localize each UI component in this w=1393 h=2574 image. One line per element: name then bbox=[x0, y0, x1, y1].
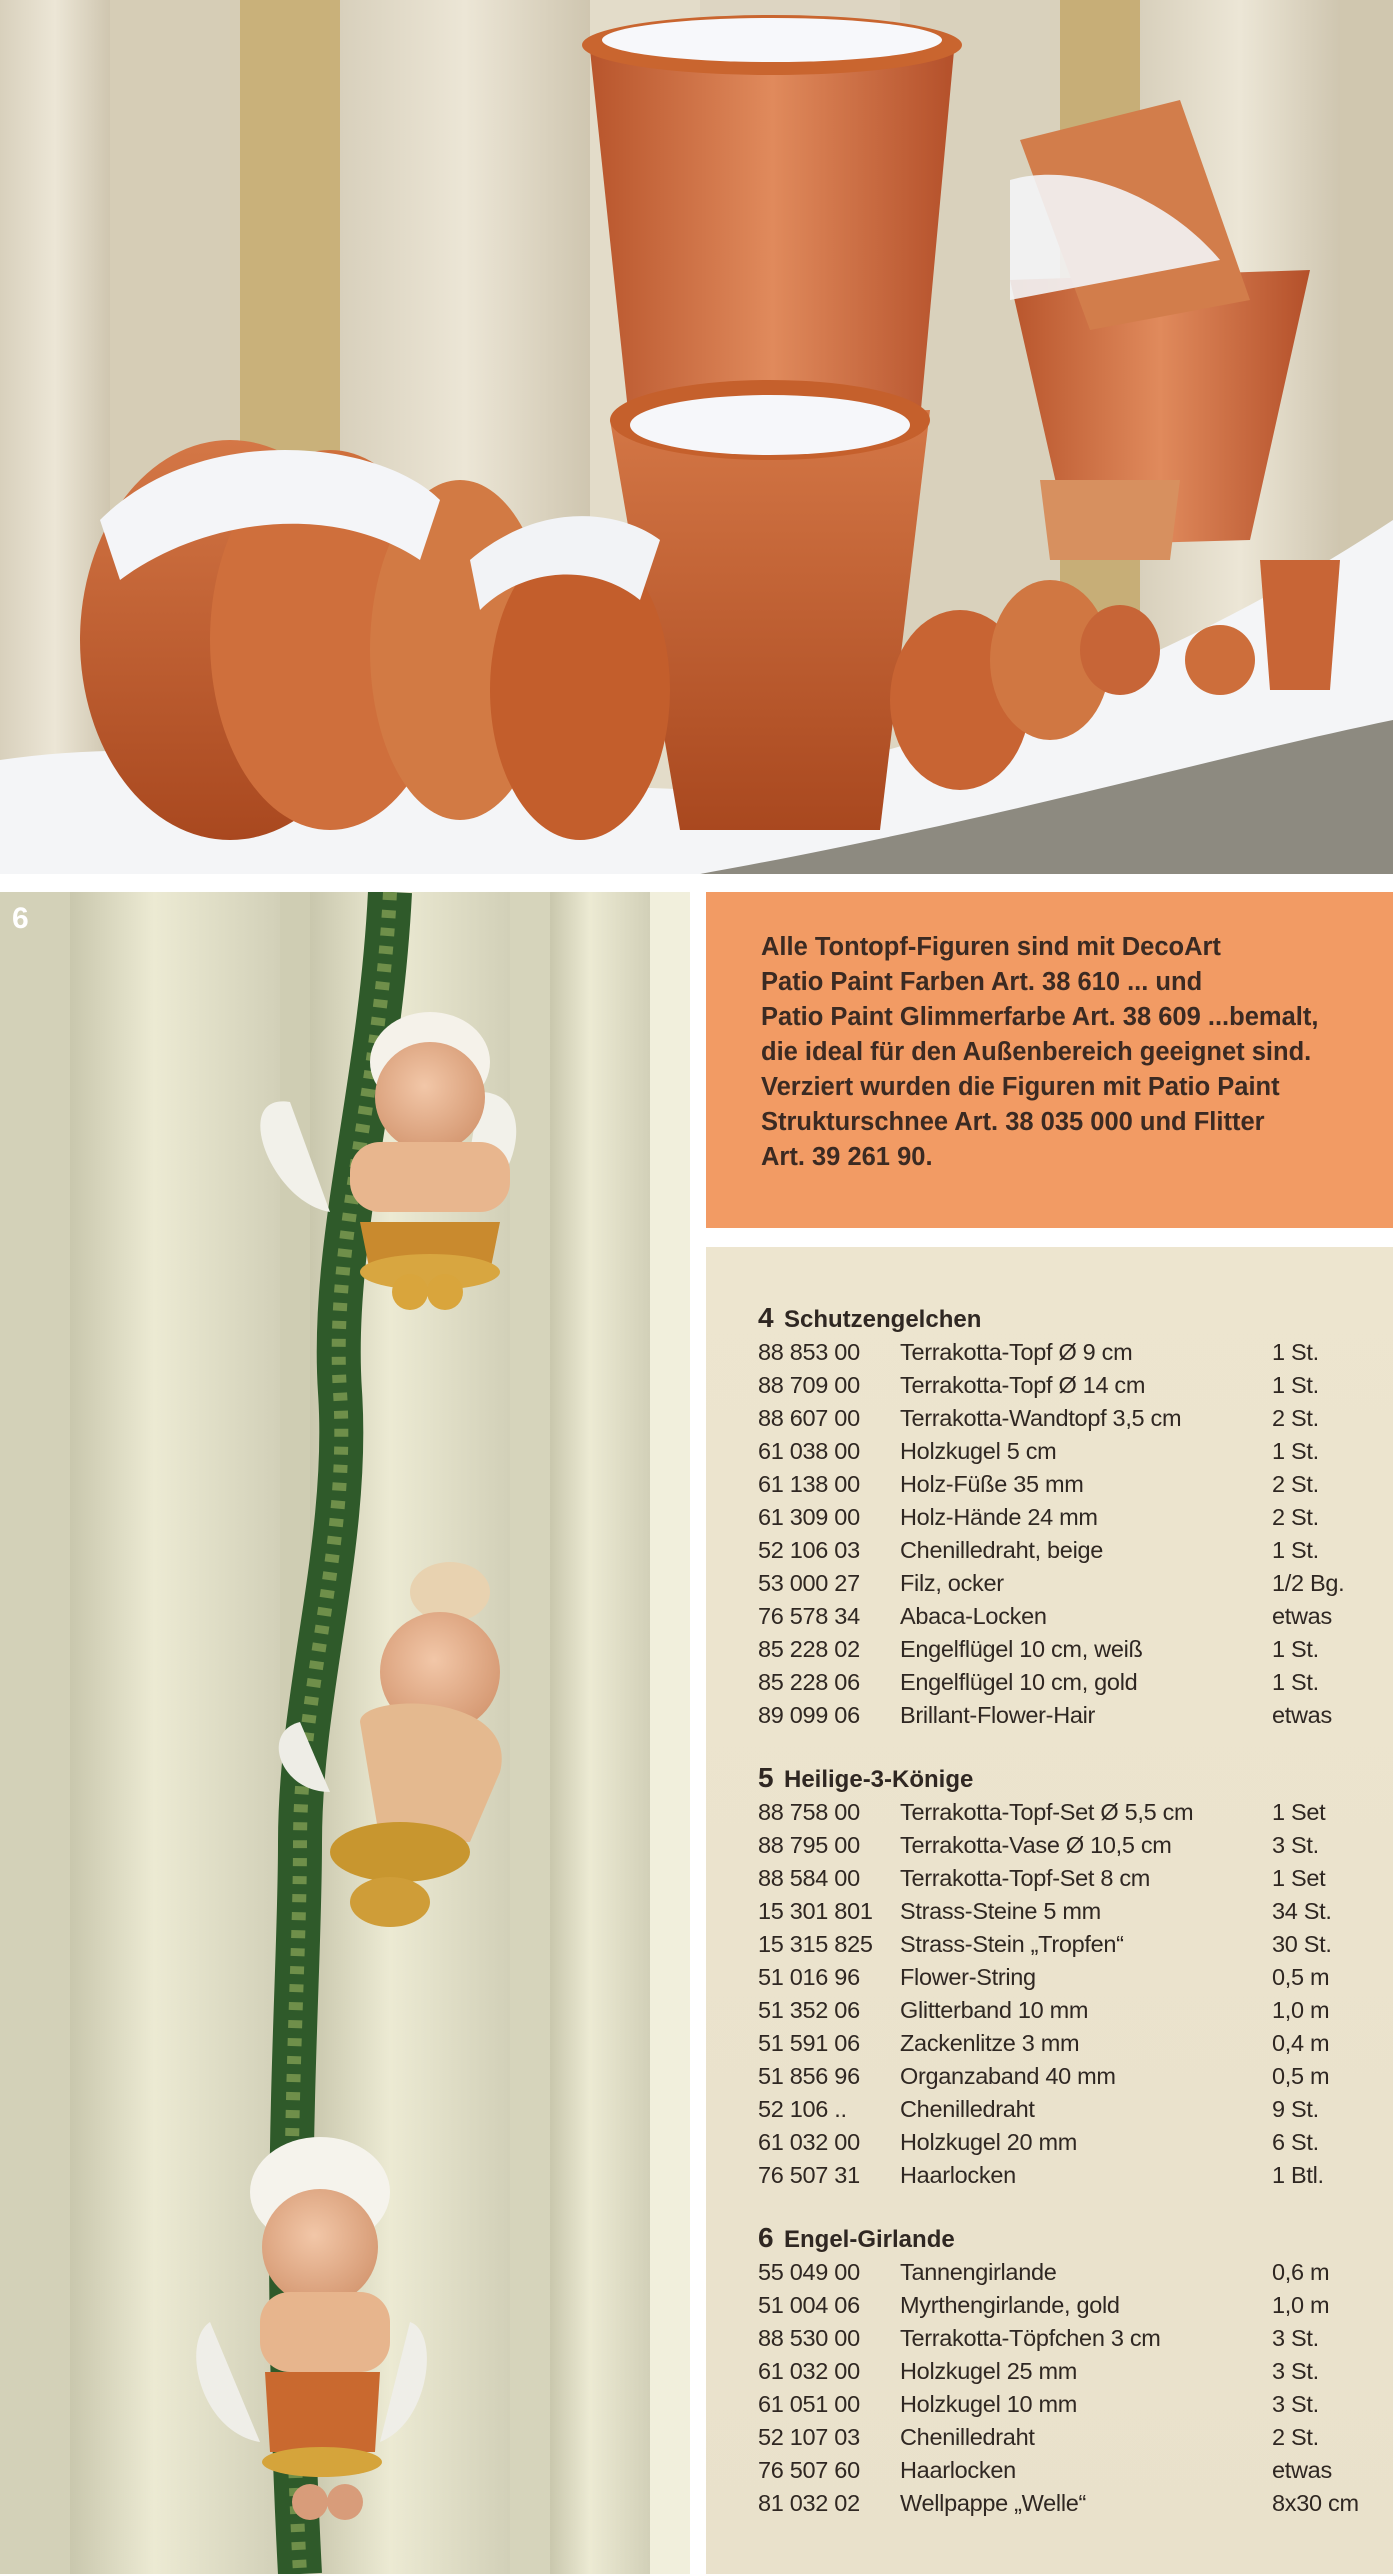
article-number: 52 107 03 bbox=[758, 2424, 860, 2450]
material-description: Terrakotta-Topf Ø 14 cm bbox=[900, 1372, 1146, 1398]
article-number: 15 315 825 bbox=[758, 1931, 873, 1957]
material-row bbox=[758, 2093, 1372, 2126]
material-description: Flower-String bbox=[900, 1964, 1036, 1990]
material-description: Chenilledraht bbox=[900, 2096, 1035, 2122]
info-line: Strukturschnee Art. 38 035 000 und Flitter bbox=[761, 1108, 1265, 1136]
section-number: 4 bbox=[758, 1302, 774, 1333]
material-row bbox=[758, 1796, 1372, 1829]
article-number: 76 507 31 bbox=[758, 2162, 860, 2188]
material-quantity: 3 St. bbox=[1272, 2325, 1319, 2351]
material-description: Haarlocken bbox=[900, 2457, 1016, 2483]
section-heading bbox=[758, 1762, 1372, 1796]
material-row bbox=[758, 1402, 1372, 1435]
material-quantity: 1/2 Bg. bbox=[1272, 1570, 1345, 1596]
material-description: Strass-Steine 5 mm bbox=[900, 1898, 1101, 1924]
material-row bbox=[758, 1600, 1372, 1633]
material-quantity: 2 St. bbox=[1272, 1405, 1319, 1431]
material-description: Wellpappe „Welle“ bbox=[900, 2490, 1087, 2516]
material-row bbox=[758, 1666, 1372, 1699]
material-row bbox=[758, 2322, 1372, 2355]
material-quantity: 0,4 m bbox=[1272, 2030, 1330, 2056]
material-description: Terrakotta-Töpfchen 3 cm bbox=[900, 2325, 1161, 2351]
material-quantity: 1 St. bbox=[1272, 1669, 1319, 1695]
material-row bbox=[758, 1895, 1372, 1928]
material-quantity: 1,0 m bbox=[1272, 1997, 1330, 2023]
material-quantity: 3 St. bbox=[1272, 2358, 1319, 2384]
article-number: 88 530 00 bbox=[758, 2325, 860, 2351]
material-quantity: 3 St. bbox=[1272, 2391, 1319, 2417]
section-title: Schutzengelchen bbox=[784, 1306, 982, 1333]
material-row bbox=[758, 1534, 1372, 1567]
material-description: Holz-Hände 24 mm bbox=[900, 1504, 1098, 1530]
column-divider bbox=[690, 892, 706, 2574]
info-line: Alle Tontopf-Figuren sind mit DecoArt bbox=[761, 933, 1221, 961]
material-description: Holzkugel 25 mm bbox=[900, 2358, 1078, 2384]
material-row bbox=[758, 1961, 1372, 1994]
article-number: 61 032 00 bbox=[758, 2358, 860, 2384]
article-number: 76 507 60 bbox=[758, 2457, 860, 2483]
material-description: Terrakotta-Topf Ø 9 cm bbox=[900, 1339, 1133, 1365]
material-row bbox=[758, 1699, 1372, 1732]
material-quantity: 2 St. bbox=[1272, 1471, 1319, 1497]
article-number: 52 106 03 bbox=[758, 1537, 860, 1563]
article-number: 88 709 00 bbox=[758, 1372, 860, 1398]
info-line: Patio Paint Farben Art. 38 610 ... und bbox=[761, 968, 1203, 996]
material-row bbox=[758, 2454, 1372, 2487]
info-line: die ideal für den Außenbereich geeignet sind. bbox=[761, 1038, 1312, 1066]
article-number: 15 301 801 bbox=[758, 1898, 873, 1924]
materials-panel bbox=[706, 1247, 1393, 2574]
material-description: Filz, ocker bbox=[900, 1570, 1004, 1596]
material-description: Terrakotta-Vase Ø 10,5 cm bbox=[900, 1832, 1172, 1858]
article-number: 76 578 34 bbox=[758, 1603, 860, 1629]
article-number: 61 051 00 bbox=[758, 2391, 860, 2417]
material-quantity: 6 St. bbox=[1272, 2129, 1319, 2155]
material-quantity: etwas bbox=[1272, 1702, 1332, 1728]
section-title: Engel-Girlande bbox=[784, 2226, 955, 2253]
material-quantity: 1 Set bbox=[1272, 1799, 1326, 1825]
info-line: Verziert wurden die Figuren mit Patio Paint bbox=[761, 1073, 1280, 1101]
material-row bbox=[758, 1468, 1372, 1501]
material-description: Myrthengirlande, gold bbox=[900, 2292, 1120, 2318]
material-quantity: 1 Btl. bbox=[1272, 2162, 1324, 2188]
material-quantity: 8x30 cm bbox=[1272, 2490, 1359, 2516]
material-quantity: 2 St. bbox=[1272, 2424, 1319, 2450]
article-number: 61 138 00 bbox=[758, 1471, 860, 1497]
article-number: 88 795 00 bbox=[758, 1832, 860, 1858]
material-description: Holzkugel 5 cm bbox=[900, 1438, 1057, 1464]
material-quantity: 0,6 m bbox=[1272, 2259, 1330, 2285]
info-line: Art. 39 261 90. bbox=[761, 1143, 933, 1171]
material-row bbox=[758, 1501, 1372, 1534]
material-quantity: etwas bbox=[1272, 2457, 1332, 2483]
material-quantity: 3 St. bbox=[1272, 1832, 1319, 1858]
material-description: Zackenlitze 3 mm bbox=[900, 2030, 1080, 2056]
article-number: 88 607 00 bbox=[758, 1405, 860, 1431]
paint-info-box bbox=[706, 892, 1393, 1228]
material-quantity: 1 St. bbox=[1272, 1537, 1319, 1563]
material-description: Chenilledraht, beige bbox=[900, 1537, 1104, 1563]
figure-number-badge: 6 bbox=[12, 902, 29, 935]
material-quantity: 0,5 m bbox=[1272, 2063, 1330, 2089]
article-number: 89 099 06 bbox=[758, 1702, 860, 1728]
info-line: Patio Paint Glimmerfarbe Art. 38 609 ...bemalt, bbox=[761, 1003, 1319, 1031]
material-row bbox=[758, 1633, 1372, 1666]
material-description: Holzkugel 20 mm bbox=[900, 2129, 1078, 2155]
material-row bbox=[758, 2289, 1372, 2322]
material-row bbox=[758, 1862, 1372, 1895]
material-quantity: 1 St. bbox=[1272, 1339, 1319, 1365]
material-description: Engelflügel 10 cm, gold bbox=[900, 1669, 1138, 1695]
article-number: 61 032 00 bbox=[758, 2129, 860, 2155]
gutter bbox=[706, 1228, 1393, 1247]
article-number: 51 856 96 bbox=[758, 2063, 860, 2089]
material-description: Terrakotta-Wandtopf 3,5 cm bbox=[900, 1405, 1182, 1431]
section-title: Heilige-3-Könige bbox=[784, 1766, 974, 1793]
article-number: 88 853 00 bbox=[758, 1339, 860, 1365]
terracotta-pots-photo bbox=[0, 0, 1393, 874]
material-row bbox=[758, 1369, 1372, 1402]
material-quantity: 1 St. bbox=[1272, 1438, 1319, 1464]
section-number: 6 bbox=[758, 2222, 774, 2253]
material-row bbox=[758, 2126, 1372, 2159]
material-section bbox=[758, 1762, 1372, 2192]
material-quantity: 2 St. bbox=[1272, 1504, 1319, 1530]
article-number: 81 032 02 bbox=[758, 2490, 860, 2516]
material-row bbox=[758, 1928, 1372, 1961]
material-row bbox=[758, 2159, 1372, 2192]
article-number: 52 106 .. bbox=[758, 2096, 847, 2122]
section-heading bbox=[758, 1302, 1372, 1336]
material-quantity: 34 St. bbox=[1272, 1898, 1332, 1924]
article-number: 88 584 00 bbox=[758, 1865, 860, 1891]
material-quantity: 0,5 m bbox=[1272, 1964, 1330, 1990]
material-description: Tannengirlande bbox=[900, 2259, 1057, 2285]
article-number: 51 004 06 bbox=[758, 2292, 860, 2318]
article-number: 88 758 00 bbox=[758, 1799, 860, 1825]
material-section bbox=[758, 1302, 1372, 1732]
material-row bbox=[758, 2256, 1372, 2289]
article-number: 53 000 27 bbox=[758, 1570, 860, 1596]
gutter bbox=[0, 874, 1393, 892]
angel-garland-photo bbox=[0, 892, 690, 2574]
section-number: 5 bbox=[758, 1762, 774, 1793]
material-description: Brillant-Flower-Hair bbox=[900, 1702, 1096, 1728]
material-quantity: 1 St. bbox=[1272, 1372, 1319, 1398]
material-description: Terrakotta-Topf-Set Ø 5,5 cm bbox=[900, 1799, 1194, 1825]
material-quantity: 1,0 m bbox=[1272, 2292, 1330, 2318]
material-description: Haarlocken bbox=[900, 2162, 1016, 2188]
material-description: Holzkugel 10 mm bbox=[900, 2391, 1078, 2417]
material-description: Chenilledraht bbox=[900, 2424, 1035, 2450]
material-row bbox=[758, 2027, 1372, 2060]
material-description: Organzaband 40 mm bbox=[900, 2063, 1116, 2089]
material-row bbox=[758, 1435, 1372, 1468]
terracotta-pots-illustration bbox=[0, 0, 1393, 874]
material-quantity: etwas bbox=[1272, 1603, 1332, 1629]
material-description: Glitterband 10 mm bbox=[900, 1997, 1089, 2023]
material-description: Strass-Stein „Tropfen“ bbox=[900, 1931, 1124, 1957]
material-row bbox=[758, 2060, 1372, 2093]
material-description: Engelflügel 10 cm, weiß bbox=[900, 1636, 1143, 1662]
material-section bbox=[758, 2222, 1372, 2520]
material-description: Holz-Füße 35 mm bbox=[900, 1471, 1084, 1497]
material-row bbox=[758, 2388, 1372, 2421]
angel-garland-illustration bbox=[0, 892, 690, 2574]
material-quantity: 30 St. bbox=[1272, 1931, 1332, 1957]
material-quantity: 1 St. bbox=[1272, 1636, 1319, 1662]
article-number: 61 309 00 bbox=[758, 1504, 860, 1530]
material-description: Abaca-Locken bbox=[900, 1603, 1047, 1629]
material-row bbox=[758, 1994, 1372, 2027]
material-row bbox=[758, 1829, 1372, 1862]
material-row bbox=[758, 2355, 1372, 2388]
article-number: 55 049 00 bbox=[758, 2259, 860, 2285]
material-row bbox=[758, 1567, 1372, 1600]
material-description: Terrakotta-Topf-Set 8 cm bbox=[900, 1865, 1151, 1891]
material-row bbox=[758, 2421, 1372, 2454]
article-number: 51 591 06 bbox=[758, 2030, 860, 2056]
article-number: 51 016 96 bbox=[758, 1964, 860, 1990]
article-number: 85 228 06 bbox=[758, 1669, 860, 1695]
material-quantity: 1 Set bbox=[1272, 1865, 1326, 1891]
article-number: 61 038 00 bbox=[758, 1438, 860, 1464]
section-heading bbox=[758, 2222, 1372, 2256]
article-number: 85 228 02 bbox=[758, 1636, 860, 1662]
material-row bbox=[758, 2487, 1372, 2520]
article-number: 51 352 06 bbox=[758, 1997, 860, 2023]
material-row bbox=[758, 1336, 1372, 1369]
material-quantity: 9 St. bbox=[1272, 2096, 1319, 2122]
